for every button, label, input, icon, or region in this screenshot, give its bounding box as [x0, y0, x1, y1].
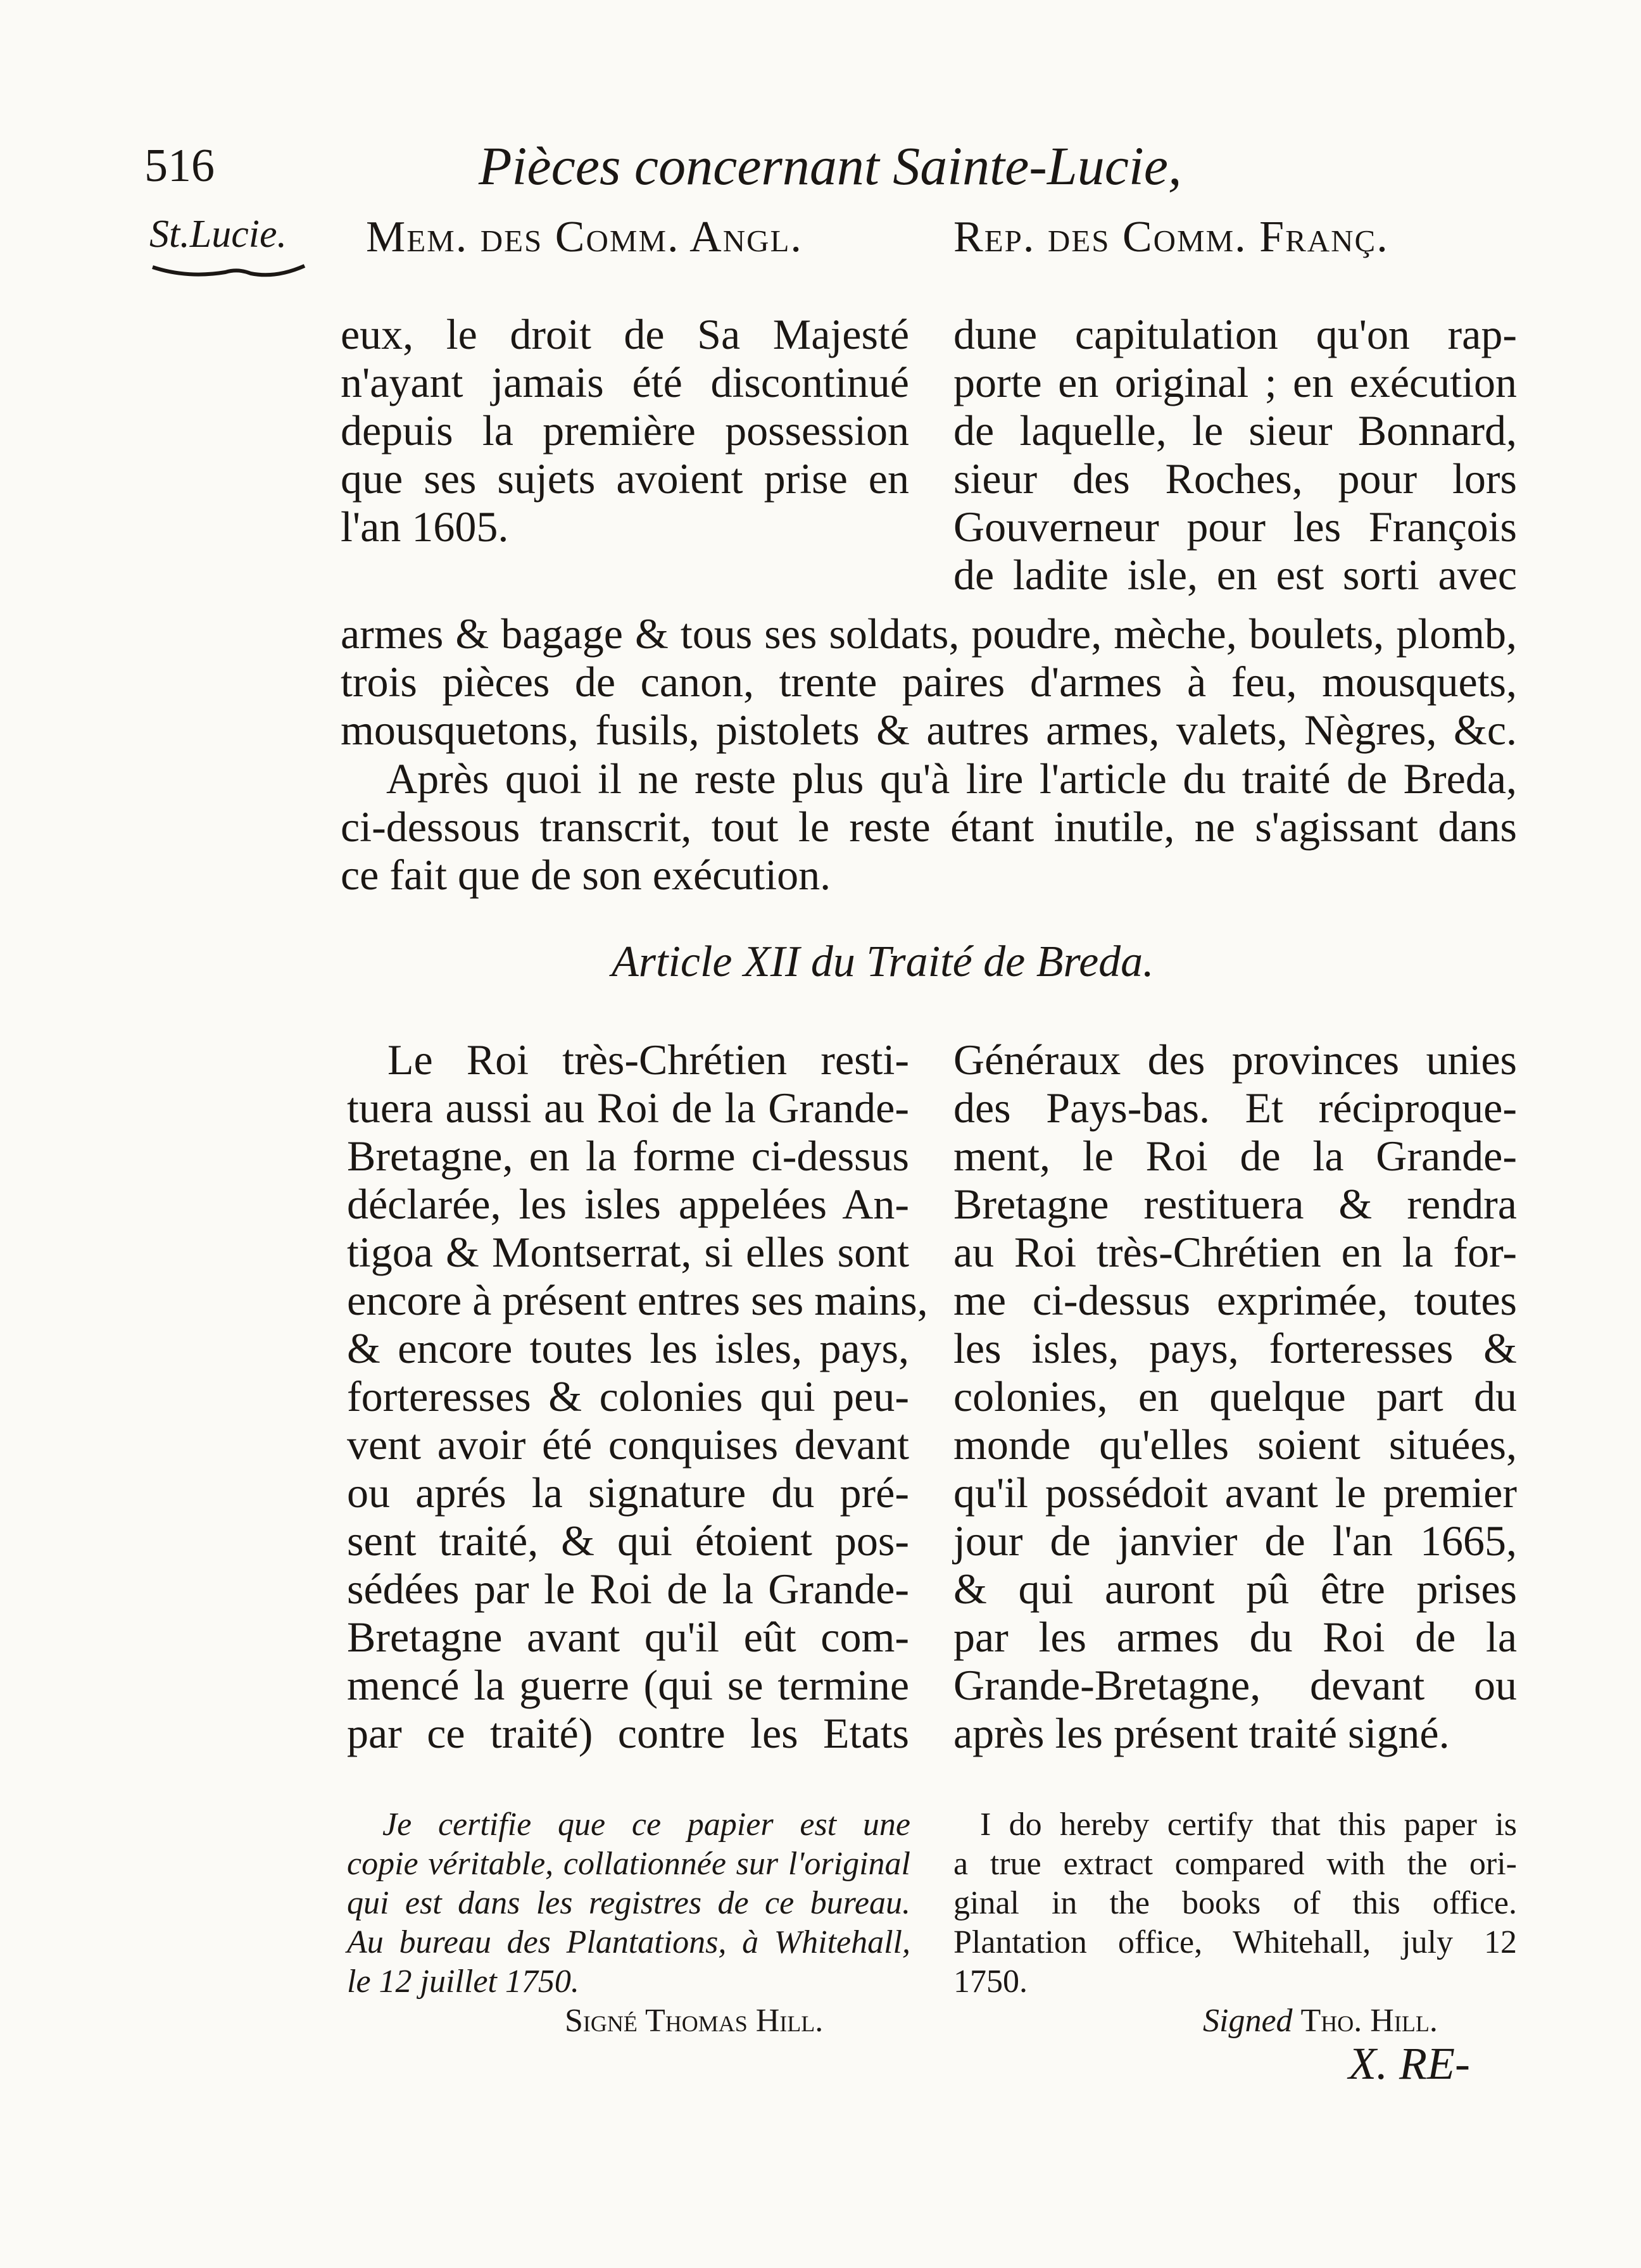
margin-label: St.Lucie. — [149, 213, 287, 256]
text-line: des Pays-bas. Et réciproque- — [953, 1084, 1517, 1132]
text-line: Grande-Bretagne, devant ou — [953, 1661, 1517, 1709]
page-number: 516 — [144, 140, 215, 192]
text-line: depuis la première possession — [341, 406, 909, 454]
text-line: Généraux des provinces unies — [953, 1036, 1517, 1084]
english-signature — [1203, 2002, 1438, 2041]
text-line: encore à présent entres ses mains, — [347, 1276, 928, 1324]
text-line: par les armes du Roi de la — [953, 1613, 1517, 1661]
signature-name: Tho. Hill. — [1300, 2003, 1438, 2039]
french-signature: Signé Thomas Hill. — [565, 2003, 824, 2039]
margin-flourish — [149, 261, 308, 280]
cert-line: le 12 juillet 1750. — [347, 1964, 579, 2000]
cert-line: Plantation office, Whitehall, july 12 — [953, 1924, 1517, 1960]
left-column-title: Mem. des Comm. Angl. — [366, 213, 803, 261]
text-line: Bretagne restituera & rendra — [953, 1180, 1517, 1228]
cert-line: a true extract compared with the ori- — [953, 1846, 1517, 1882]
text-line: Bretagne avant qu'il eût com- — [347, 1613, 909, 1661]
text-line: & encore toutes les isles, pays, — [347, 1324, 909, 1372]
text-line: vent avoir été conquises devant — [347, 1420, 909, 1469]
text-line: ou aprés la signature du pré- — [347, 1469, 909, 1517]
cert-line: I do hereby certify that this paper is — [980, 1807, 1517, 1843]
text-line: au Roi très-Chrétien en la for- — [953, 1228, 1517, 1276]
text-line: de ladite isle, en est sorti avec — [953, 551, 1517, 599]
article-heading: Article XII du Traité de Breda. — [612, 937, 1154, 986]
text-line: par ce traité) contre les Etats — [347, 1709, 909, 1757]
text-line: sent traité, & qui étoient pos- — [347, 1517, 909, 1565]
text-line: tuera aussi au Roi de la Grande- — [347, 1084, 909, 1132]
text-line: dune capitulation qu'on rap- — [953, 310, 1517, 358]
cert-line: Au bureau des Plantations, à Whitehall, — [347, 1924, 910, 1960]
cert-line: Je certifie que ce papier est une — [382, 1807, 910, 1843]
text-line: les isles, pays, forteresses & — [953, 1324, 1517, 1372]
text-line: eux, le droit de Sa Majesté — [341, 310, 909, 358]
text-line: porte en original ; en exécution — [953, 358, 1517, 406]
text-line: de laquelle, le sieur Bonnard, — [953, 406, 1517, 454]
text-line: armes & bagage & tous ses soldats, poudre, mèche, boulets, plomb, — [341, 610, 1517, 658]
text-line: mousquetons, fusils, pistolets & autres armes, valets, Nègres, &c. — [341, 706, 1517, 754]
text-line: colonies, en quelque part du — [953, 1372, 1517, 1420]
text-line: Bretagne, en la forme ci-dessus — [347, 1132, 909, 1180]
text-line: jour de janvier de l'an 1665, — [953, 1517, 1517, 1565]
text-line: forteresses & colonies qui peu- — [347, 1372, 909, 1420]
text-line: Le Roi très-Chrétien resti- — [387, 1036, 909, 1084]
cert-line: copie véritable, collationnée sur l'original — [347, 1846, 910, 1882]
running-title: Pièces concernant Sainte-Lucie, — [479, 135, 1182, 196]
right-column-title: Rep. des Comm. Franç. — [953, 213, 1389, 261]
text-line: sédées par le Roi de la Grande- — [347, 1565, 909, 1613]
text-line: que ses sujets avoient prise en — [341, 454, 909, 503]
text-line: qu'il possédoit avant le premier — [953, 1469, 1517, 1517]
cert-line: 1750. — [953, 1964, 1028, 2000]
catchword: X. RE- — [1349, 2038, 1470, 2089]
text-line: déclarée, les isles appelées An- — [347, 1180, 909, 1228]
text-line: Après quoi il ne reste plus qu'à lire l'article du traité de Breda, — [386, 755, 1517, 803]
text-line: sieur des Roches, pour lors — [953, 454, 1517, 503]
text-line: trois pièces de canon, trente paires d'armes à feu, mousquets, — [341, 658, 1517, 706]
text-line: me ci-dessus exprimée, toutes — [953, 1276, 1517, 1324]
cert-line: ginal in the books of this office. — [953, 1885, 1517, 1921]
cert-line: qui est dans les registres de ce bureau. — [347, 1885, 910, 1921]
text-line: tigoa & Montserrat, si elles sont — [347, 1228, 909, 1276]
text-line: monde qu'elles soient situées, — [953, 1420, 1517, 1469]
text-line: l'an 1605. — [341, 503, 509, 551]
text-line: mencé la guerre (qui se termine — [347, 1661, 909, 1709]
text-line: n'ayant jamais été discontinué — [341, 358, 909, 406]
signature-prefix: Signed — [1203, 2003, 1293, 2039]
text-line: & qui auront pû être prises — [953, 1565, 1517, 1613]
text-line: ment, le Roi de la Grande- — [953, 1132, 1517, 1180]
text-line: après les présent traité signé. — [953, 1709, 1450, 1757]
text-line: ce fait que de son exécution. — [341, 851, 831, 899]
text-line: ci-dessous transcrit, tout le reste étant inutile, ne s'agissant dans — [341, 803, 1517, 851]
text-line: Gouverneur pour les François — [953, 503, 1517, 551]
